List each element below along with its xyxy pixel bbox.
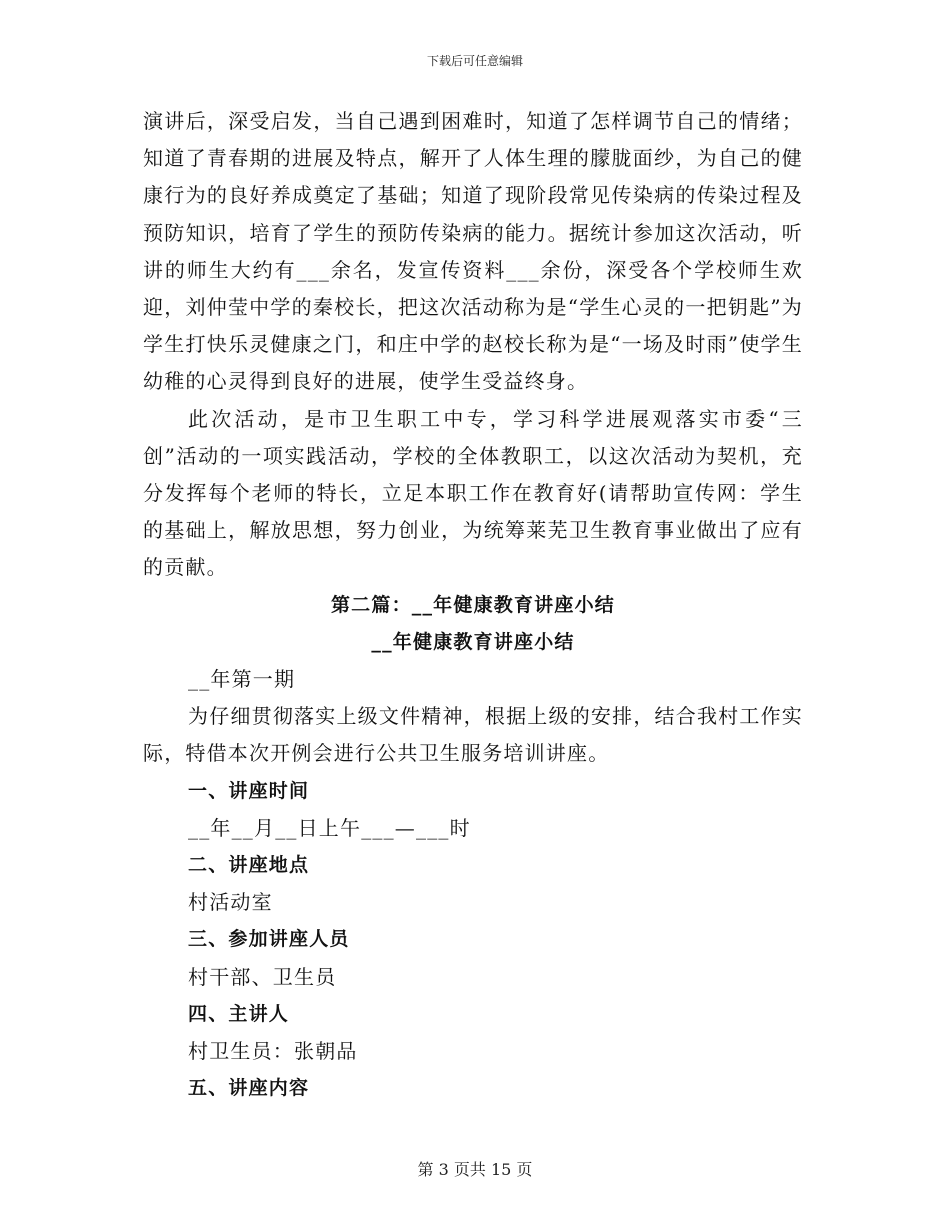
heading-lecture-time: 一、讲座时间	[188, 779, 310, 802]
issue-number: __年第一期	[188, 667, 296, 692]
heading-attendees: 三、参加讲座人员	[188, 928, 350, 951]
lecture-location-value: 村活动室	[188, 890, 273, 915]
heading-lecture-content: 五、讲座内容	[188, 1077, 310, 1100]
page-header: 下载后可任意编辑	[426, 54, 523, 68]
speaker-value: 村卫生员：张朝品	[188, 1039, 358, 1064]
lecture-time-value: __年__月__日上午___—___时	[188, 815, 471, 840]
paragraph-activity-summary: 此次活动，是市卫生职工中专，学习科学进展观落实市委“三创”活动的一项实践活动，学校的全体教职工，以这次活动为契机，充分发挥每个老师的特长，立足本职工作在教育好(请帮助宣传网：学生的基础上，解放思想，努力创业，为统筹莱芜卫生教育事业做出了应有的贡献。	[143, 406, 803, 580]
attendees-value: 村干部、卫生员	[188, 964, 337, 989]
intro-paragraph: 为仔细贯彻落实上级文件精神，根据上级的安排，结合我村工作实际，特借本次开例会进行公共卫生服务培训讲座。	[143, 704, 803, 766]
document-title: __年健康教育讲座小结	[371, 630, 575, 653]
section-title: 第二篇：__年健康教育讲座小结	[330, 593, 615, 616]
document-body	[143, 103, 803, 1107]
page-footer: 第 3 页共 15 页	[417, 1160, 533, 1179]
heading-lecture-location: 二、讲座地点	[188, 854, 310, 877]
paragraph-lecture-impact: 演讲后，深受启发，当自己遇到困难时，知道了怎样调节自己的情绪；知道了青春期的进展及特点，解开了人体生理的朦胧面纱，为自己的健康行为的良好养成奠定了基础；知道了现阶段常见传染病的传染过程及预防知识，培育了学生的预防传染病的能力。据统计参加这次活动，听讲的师生大约有___余名，发宣传资料___余份，深受各个学校师生欢迎，刘仲莹中学的秦校长，把这次活动称为是“学生心灵的一把钥匙”为学生打快乐灵健康之门，和庄中学的赵校长称为是“一场及时雨”使学生幼稚的心灵得到良好的进展，使学生受益终身。	[143, 109, 803, 394]
heading-speaker: 四、主讲人	[188, 1002, 290, 1025]
